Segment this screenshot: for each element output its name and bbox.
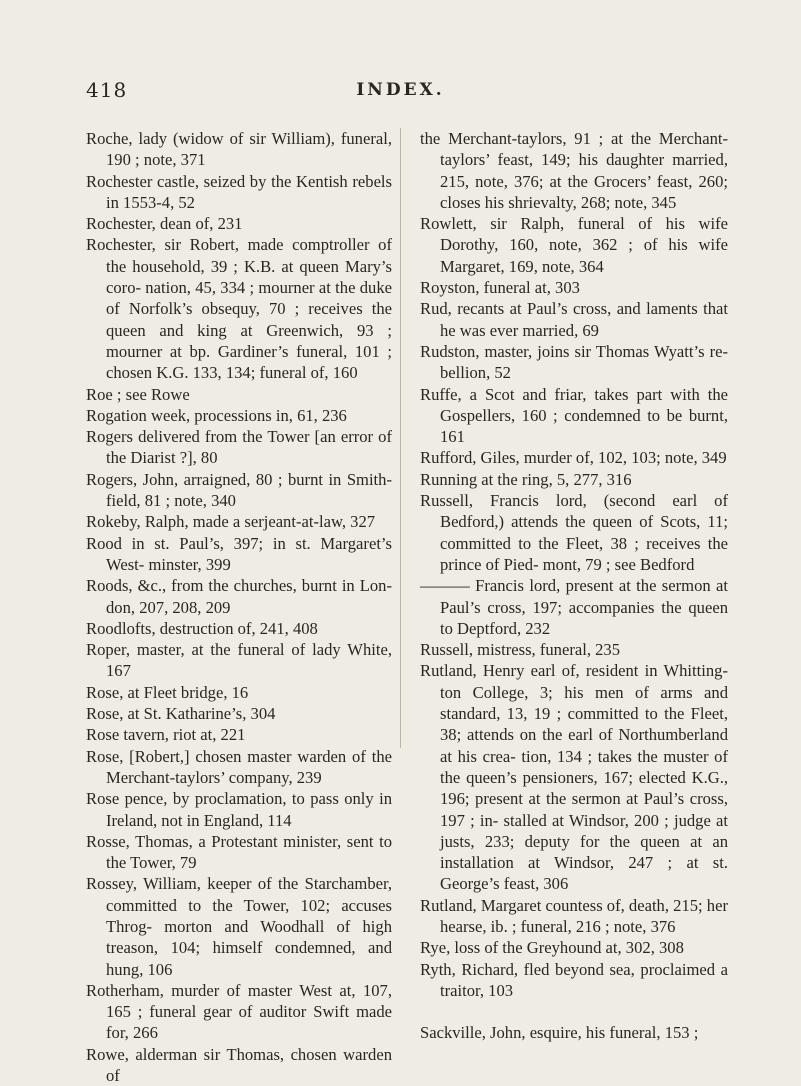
index-entry: Roodlofts, destruction of, 241, 408 [86,618,318,638]
index-entry: the Merchant-taylors, 91 ; at the Merchant- taylors’ feast, 149; his daughter married, 215, note, 376; at the Grocers’ feast, 260; closes his shrievalty, 268; note, 345 [420,129,728,212]
index-entry: Rose, at Fleet bridge, 16 [86,682,249,702]
index-entry: Russell, Francis lord, (second earl of Bedford,) attends the queen of Scots, 11; committed to the Fleet, 38 ; receives the prince of Pied- mont, 79 ; see Bedford [420,491,728,574]
page-header [0,78,801,108]
index-column-left [86,128,392,1086]
index-entry: Rotherham, murder of master West at, 107, 165 ; funeral gear of auditor Swift made for, 266 [86,980,392,1043]
page-number: 418 [86,78,128,102]
index-entry: Rossey, William, keeper of the Starchamber, committed to the Tower, 102; accuses Throg- morton and Woodhall of high treason, 104; himself condemned, and hung, 106 [86,874,392,979]
index-entry: Rose, at St. Katharine’s, 304 [86,704,276,724]
index-entry: Rokeby, Ralph, made a serjeant-at-law, 327 [86,512,376,532]
index-entry: ——— Francis lord, present at the sermon at Paul’s cross, 197; accompanies the queen to Deptford, 232 [420,576,728,638]
index-entry: Rochester castle, seized by the Kentish rebels in 1553-4, 52 [86,171,392,212]
index-entry: Roche, lady (widow of sir William), funeral, 190 ; note, 371 [86,129,392,170]
index-entry: Rose, [Robert,] chosen master warden of the Merchant-taylors’ company, 239 [86,746,392,787]
index-entry: Royston, funeral at, 303 [420,278,580,298]
index-entry: Rudston, master, joins sir Thomas Wyatt’s re- bellion, 52 [420,341,728,383]
index-entry: Rutland, Margaret countess of, death, 215; her hearse, ib. ; funeral, 216 ; note, 376 [420,895,728,936]
index-entry: Rud, recants at Paul’s cross, and laments that he was ever married, 69 [420,299,728,340]
index-entry: Sackville, John, esquire, his funeral, 153 ; [420,1023,699,1043]
index-entry: Rutland, Henry earl of, resident in Whitting- ton College, 3; his men of arms and standard, 13, 19 ; committed to the Fleet, 38; attends on the earl of Northumberland at his crea- tion, 134 ; takes the muster of the queen’s pensioners, 167; elected K.G., 196; present at the sermon at Paul’s cross, 197 ; in- stalled at Windsor, 200 ; judge at justs, 233; deputy for the queen at an installation at Windsor, 247 ; at st. George’s feast, 306 [420,661,728,894]
index-column-right [420,128,728,1043]
index-entry: Roe ; see Rowe [86,384,190,404]
index-entry: Rogers, John, arraigned, 80 ; burnt in Smith- field, 81 ; note, 340 [86,469,392,511]
index-entry: Rye, loss of the Greyhound at, 302, 308 [420,938,684,958]
index-entry: Rochester, sir Robert, made comptroller of the household, 39 ; K.B. at queen Mary’s coro- nation, 45, 334 ; mourner at the duke of Norfolk’s obsequy, 70 ; receives the queen and king at Greenwich, 93 ; mourner at bp. Gardiner’s funeral, 101 ; chosen K.G. 133, 134; funeral of, 160 [86,235,392,383]
index-entry: Ryth, Richard, fled beyond sea, proclaimed a traitor, 103 [420,959,728,1000]
index-entry: Rowlett, sir Ralph, funeral of his wife Dorothy, 160, note, 362 ; of his wife Margaret, 169, note, 364 [420,214,728,276]
index-entry: Rogation week, processions in, 61, 236 [86,405,347,425]
running-title: INDEX. [356,80,445,100]
index-entry: Rufford, Giles, murder of, 102, 103; note, 349 [420,448,727,468]
index-entry: Roper, master, at the funeral of lady White, 167 [86,640,392,681]
index-entry: Rogers delivered from the Tower [an error of the Diarist ?], 80 [86,427,392,468]
index-entry: Rood in st. Paul’s, 397; in st. Margaret’s West- minster, 399 [86,533,392,574]
index-entry: Rose pence, by proclamation, to pass only in Ireland, not in England, 114 [86,789,392,830]
index-spacer [420,1001,728,1022]
index-entry: Rose tavern, riot at, 221 [86,725,246,745]
index-entry: Roods, &c., from the churches, burnt in Lon- don, 207, 208, 209 [86,576,392,617]
column-divider [400,128,401,748]
index-entry: Running at the ring, 5, 277, 316 [420,469,632,489]
index-entry: Rochester, dean of, 231 [86,214,243,234]
index-entry: Rosse, Thomas, a Protestant minister, sent to the Tower, 79 [86,831,392,873]
index-entry: Ruffe, a Scot and friar, takes part with the Gospellers, 160 ; condemned to be burnt, 161 [420,384,728,447]
index-entry: Russell, mistress, funeral, 235 [420,640,621,660]
index-entry: Rowe, alderman sir Thomas, chosen warden of [86,1044,392,1086]
